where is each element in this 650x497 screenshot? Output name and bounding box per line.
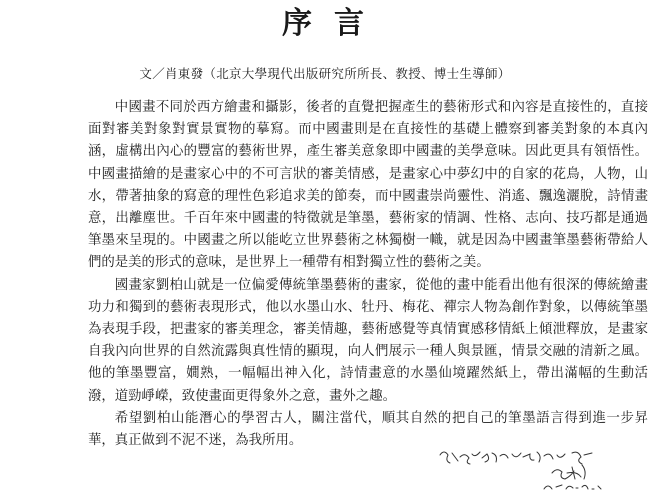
paragraph-2: 國畫家劉柏山就是一位偏愛傳統筆墨藝術的畫家，從他的畫中能看出他有很深的傳統繪畫功力和獨到的藝術表現形式，他以水墨山水、牡丹、梅花、禪宗人物為創作對象，以傳統筆墨為表現手段，把畫家的審美理念，審美情趣，藝術感覺等真情實感移情紙上傾泄釋放，是畫家自我內向世界的自然流露與真性情的顯現，向人們展示一種人與景匯，情景交融的清新之風。他的筆墨豐富，嫺熟，一幅幅出神入化，詩情畫意的水墨仙境躍然紙上，帶出滿幅的生動活潑，道勁崢嶸，致使畫面更得象外之意，畫外之趣。 <box>88 277 648 404</box>
paragraph-3: 希望劉柏山能潛心的學習古人，關注當代，順其自然的把自己的筆墨語言得到進一步昇華，真正做到不泥不迷，為我所用。 <box>88 410 648 449</box>
author-byline: 文／肖東發（北京大學現代出版研究所所長、教授、博士生導師） <box>139 66 511 81</box>
signature-image <box>422 443 622 493</box>
handwritten-signature <box>422 443 622 493</box>
preface-body <box>88 97 648 452</box>
page-title: 序言 <box>282 6 386 41</box>
paragraph-1: 中國畫不同於西方繪畫和攝影，後者的直覺把握產生的藝術形式和內容是直接性的，直接面對審美對象對實景實物的摹寫。而中國畫則是在直接性的基礎上體察到審美對象的本真內涵，虛構出內心的豐富的藝術世界，產生審美意象即中國畫的美學意味。因此更具有領悟性。中國畫描繪的是畫家心中的不可言狀的審美情感，是畫家心中夢幻中的自家的花鳥，人物，山水，帶著抽象的寫意的理性色彩追求美的節奏，而中國畫崇尚靈性、消遙、飄逸灑脫，詩情畫意，出離塵世。千百年來中國畫的特徵就是筆墨，藝術家的情調、性格、志向、技巧都是通過筆墨來呈現的。中國畫之所以能屹立世界藝術之林獨樹一幟，就是因為中國畫筆墨藝術帶給人們的是美的形式的意味，是世界上一種帶有相對獨立性的藝術之美。 <box>88 100 648 271</box>
